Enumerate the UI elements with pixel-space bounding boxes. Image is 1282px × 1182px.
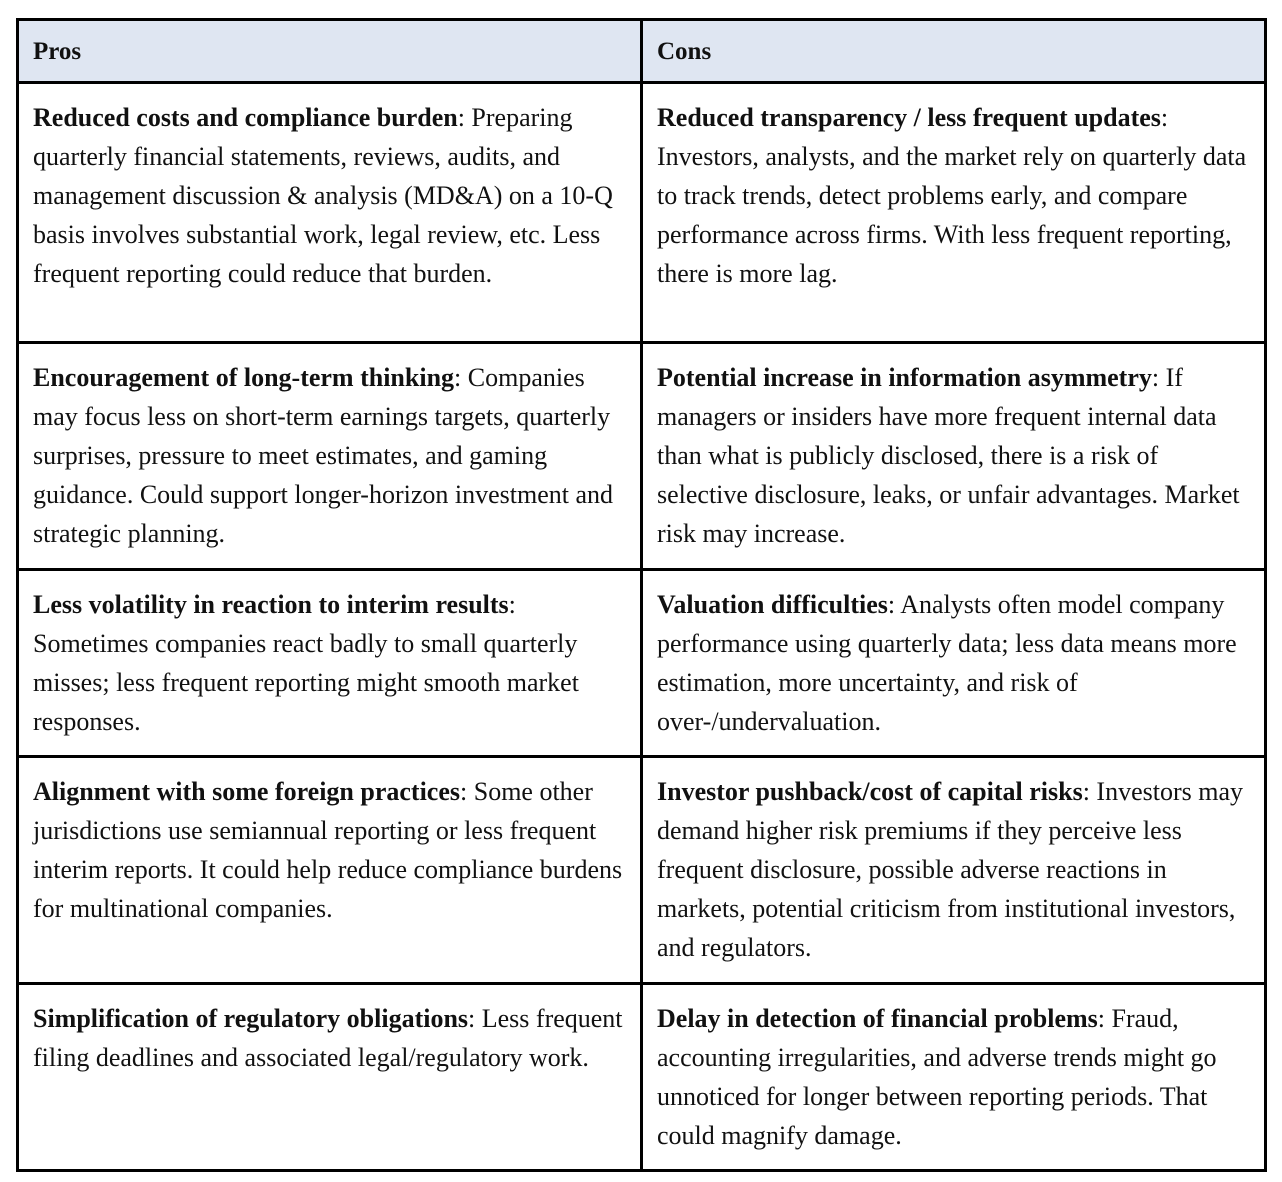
pro-text: : Some other jurisdictions use semiannual reporting or less frequent interim reports. It could help reduce compliance burdens for multinational companies. (33, 777, 623, 923)
pro-cell (18, 570, 642, 757)
con-text: : If managers or insiders have more frequent internal data than what is publicly disclosed, there is a risk of selective disclosure, leaks, or unfair advantages. Market risk may increase. (657, 363, 1240, 548)
con-text: : Investors, analysts, and the market rely on quarterly data to track trends, detect problems early, and compare performance across firms. With less frequent reporting, there is more lag. (657, 103, 1247, 288)
con-cell (642, 757, 1266, 984)
pro-title: Simplification of regulatory obligations (33, 1004, 469, 1033)
table-row (18, 757, 1266, 984)
pro-title: Less volatility in reaction to interim results (33, 590, 509, 619)
pro-title: Alignment with some foreign practices (33, 777, 461, 806)
header-row (18, 20, 1266, 83)
pro-text: : Less frequent filing deadlines and associated legal/regulatory work. (33, 1004, 623, 1072)
pro-text: : Companies may focus less on short-term earnings targets, quarterly surprises, pressure to meet estimates, and gaming guidance. Could support longer-horizon investment and strategic planning. (33, 363, 614, 548)
pro-text: : Sometimes companies react badly to small quarterly misses; less frequent reporting might smooth market responses. (33, 590, 579, 736)
pro-text: : Preparing quarterly financial statements, reviews, audits, and management discussion & analysis (MD&A) on a 10-Q basis involves substantial work, legal review, etc. Less frequent reporting could reduce that burden. (33, 103, 613, 288)
pro-cell (18, 343, 642, 570)
con-title: Delay in detection of financial problems (657, 1004, 1098, 1033)
con-cell (642, 343, 1266, 570)
pro-title: Reduced costs and compliance burden (33, 103, 458, 132)
pros-header: Pros (18, 20, 642, 83)
table-row (18, 570, 1266, 757)
pro-cell (18, 757, 642, 984)
con-title: Potential increase in information asymmetry (657, 363, 1152, 392)
table-row (18, 83, 1266, 343)
con-text: : Fraud, accounting irregularities, and adverse trends might go unnoticed for longer between reporting periods. That could magnify damage. (657, 1004, 1217, 1150)
con-title: Valuation difficulties (657, 590, 888, 619)
cons-header: Cons (642, 20, 1266, 83)
pros-cons-table (16, 18, 1267, 1172)
con-title: Reduced transparency / less frequent updates (657, 103, 1161, 132)
pro-cell (18, 984, 642, 1171)
table-row (18, 984, 1266, 1171)
table-row (18, 343, 1266, 570)
con-text: : Analysts often model company performance using quarterly data; less data means more estimation, more uncertainty, and risk of over-/undervaluation. (657, 590, 1237, 736)
con-title: Investor pushback/cost of capital risks (657, 777, 1083, 806)
con-cell (642, 570, 1266, 757)
pro-cell (18, 83, 642, 343)
con-text: : Investors may demand higher risk premiums if they perceive less frequent disclosure, possible adverse reactions in markets, potential criticism from institutional investors, and regulators. (657, 777, 1243, 962)
pro-title: Encouragement of long-term thinking (33, 363, 455, 392)
con-cell (642, 984, 1266, 1171)
con-cell (642, 83, 1266, 343)
